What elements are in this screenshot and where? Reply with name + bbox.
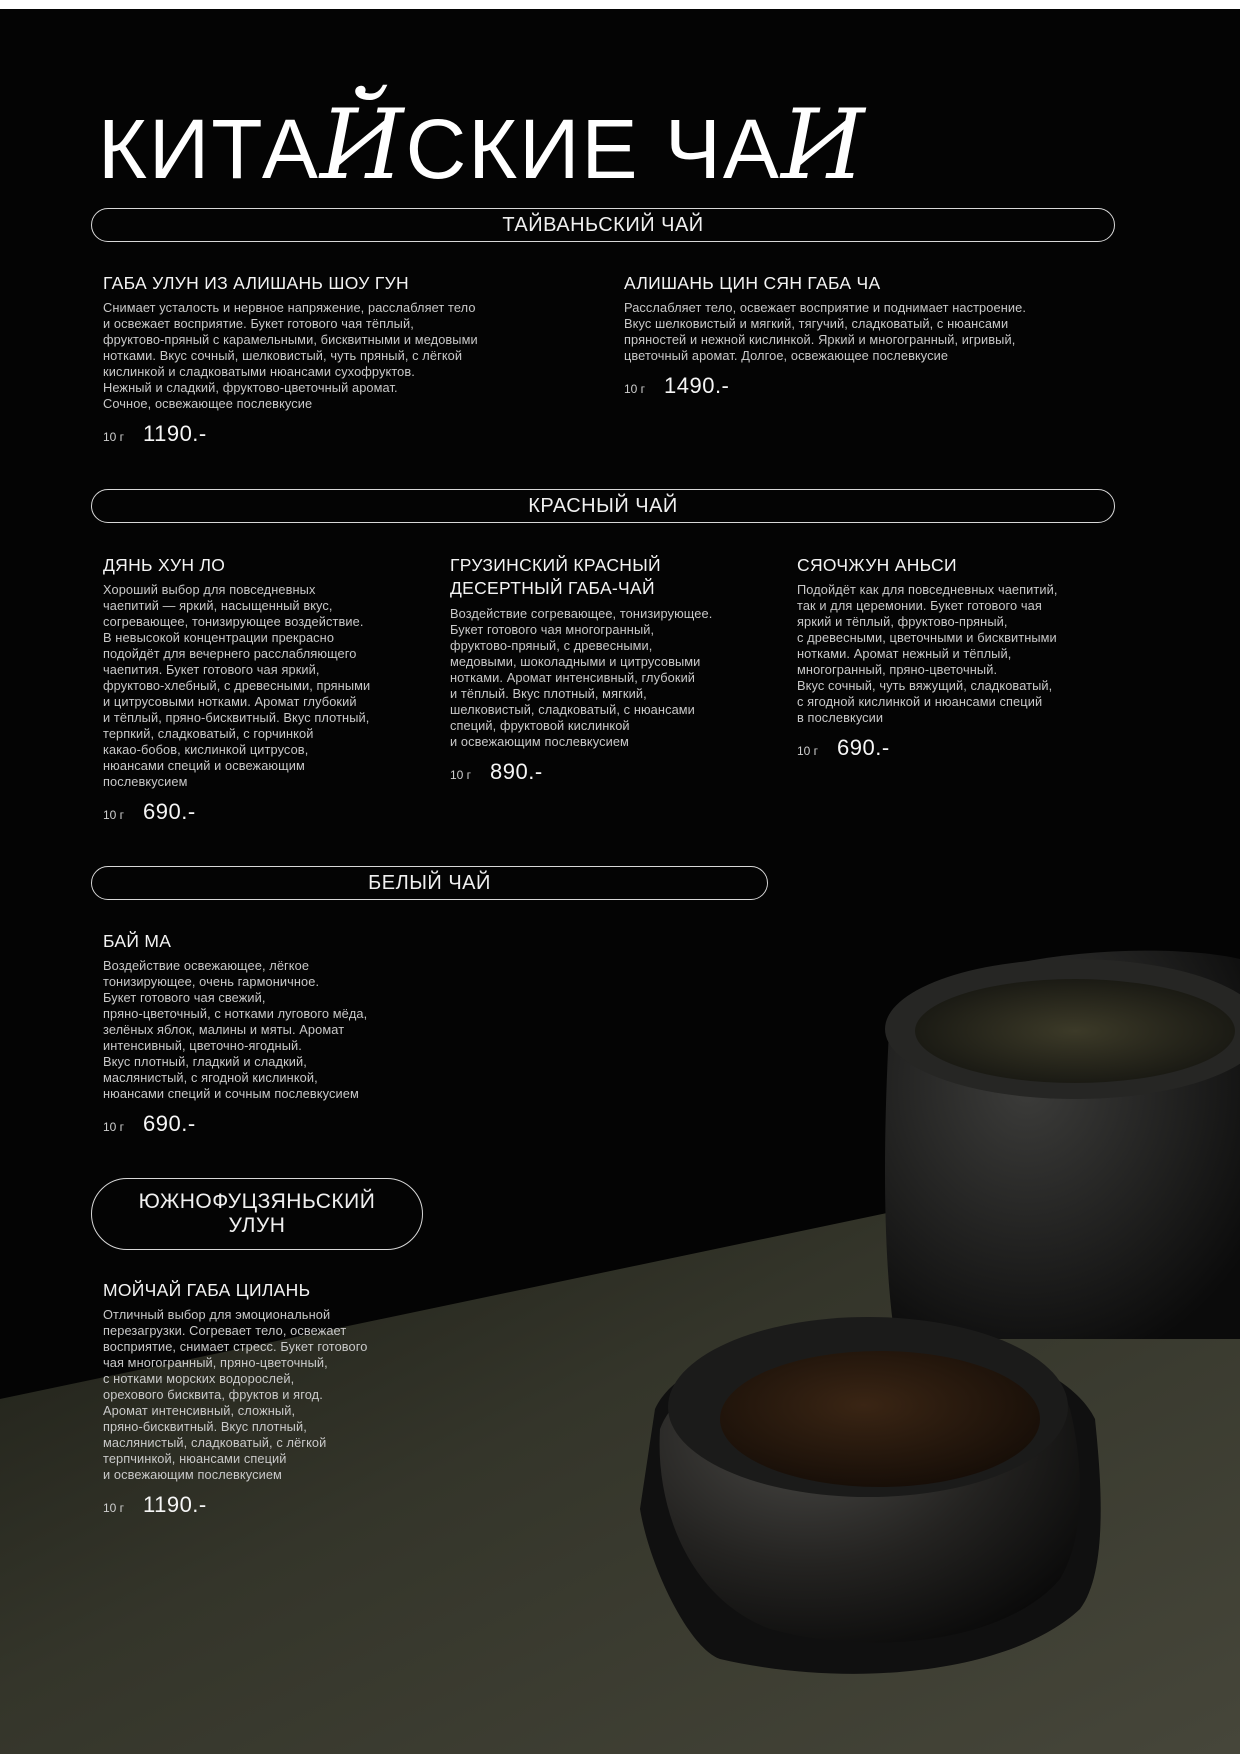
item-name: БАЙ МА: [103, 931, 172, 951]
item-price: 690.-: [143, 1111, 196, 1137]
section-header-oolong: ЮЖНОФУЦЗЯНЬСКИЙ УЛУН: [91, 1178, 423, 1250]
section-header-taiwan: ТАЙВАНЬСКИЙ ЧАЙ: [91, 208, 1115, 242]
item-weight: 10 г: [103, 430, 125, 445]
menu-page: [0, 9, 1240, 1754]
price-row: [103, 1111, 433, 1137]
price-row: [797, 735, 1117, 761]
item-description: Отличный выбор для эмоциональной перезагрузки. Согревает тело, освежает восприятие, снимает стресс. Букет готового чая многогранный, пряно-цветочный, с нотками морских водорослей, орехового бисквита, фруктов и ягод. Аромат интенсивный, сложный, пряно-бисквитный. Вкус плотный, маслянистый, сладковатый, с лёгкой терпчинкой, нюансами специй и освежающим послевкусием: [103, 1307, 368, 1483]
item-weight: 10 г: [103, 1501, 125, 1516]
item-price: 690.-: [837, 735, 890, 761]
price-row: [103, 799, 433, 825]
menu-item: [450, 554, 780, 785]
item-name: ГАБА УЛУН ИЗ АЛИШАНЬ ШОУ ГУН: [103, 273, 409, 293]
item-name: МОЙЧАЙ ГАБА ЦИЛАНЬ: [103, 1280, 311, 1300]
item-name: ГРУЗИНСКИЙ КРАСНЫЙ ДЕСЕРТНЫЙ ГАБА-ЧАЙ: [450, 555, 661, 599]
page-title-script-letter: И: [780, 89, 867, 201]
item-weight: 10 г: [624, 382, 646, 397]
menu-item: [624, 272, 1114, 399]
item-price: 1490.-: [664, 373, 730, 399]
item-description: Хороший выбор для повседневных чаепитий — яркий, насыщенный вкус, согревающее, тонизирующее воздействие. В невысокой концентрации прекрасно подойдёт для вечернего расслабляющего чаепития. Букет готового чая яркий, фруктово-хлебный, с древесными, пряными и цитрусовыми нотками. Аромат глубокий и тёплый, пряно-бисквитный. Вкус плотный, терпкий, сладковатый, с горчинкой какао-бобов, кислинкой цитрусов, нюансами специй и освежающим послевкусием: [103, 582, 371, 790]
item-price: 1190.-: [143, 1492, 207, 1518]
page-title-part: КИТА: [98, 102, 320, 196]
section-header-red: КРАСНЫЙ ЧАЙ: [91, 489, 1115, 523]
page-title: [98, 89, 867, 201]
item-description: Воздействие согревающее, тонизирующее. Букет готового чая многогранный, фруктово-пряный, с древесными, медовыми, шоколадными и цитрусовыми нотками. Аромат интенсивный, глубокий и тёплый. Вкус плотный, мягкий, шелковистый, сладковатый, с нюансами специй, фруктовой кислинкой и освежающим послевкусием: [450, 605, 713, 749]
item-name: СЯОЧЖУН АНЬСИ: [797, 555, 957, 575]
price-row: [624, 373, 1114, 399]
menu-item: [103, 1279, 433, 1518]
item-price: 690.-: [143, 799, 196, 825]
item-description: Расслабляет тело, освежает восприятие и поднимает настроение. Вкус шелковистый и мягкий, тягучий, сладковатый, с нюансами пряностей и нежной кислинкой. Яркий и многогранный, игривый, цветочный аромат. Долгое, освежающее послевкусие: [624, 300, 1026, 364]
item-weight: 10 г: [103, 1120, 125, 1135]
section-header-white: БЕЛЫЙ ЧАЙ: [91, 866, 768, 900]
price-row: [103, 1492, 433, 1518]
item-price: 890.-: [490, 758, 543, 784]
menu-item: [797, 554, 1117, 761]
item-weight: 10 г: [797, 744, 819, 759]
item-weight: 10 г: [103, 808, 125, 823]
item-description: Воздействие освежающее, лёгкое тонизирующее, очень гармоничное. Букет готового чая свежий, пряно-цветочный, с нотками лугового мёда, зелёных яблок, малины и мяты. Аромат интенсивный, цветочно-ягодный. Вкус плотный, гладкий и сладкий, маслянистый, с ягодной кислинкой, нюансами специй и сочным послевкусием: [103, 958, 368, 1102]
page-title-script-letter: Й: [319, 89, 406, 201]
price-row: [103, 421, 543, 447]
item-description: Подойдёт как для повседневных чаепитий, так и для церемонии. Букет готового чая яркий и тёплый, фруктово-пряный, с древесными, цветочными и бисквитными нотками. Аромат нежный и тёплый, многогранный, пряно-цветочный. Вкус сочный, чуть вяжущий, сладковатый, с ягодной кислинкой и нюансами специй в послевкусии: [797, 582, 1058, 726]
price-row: [450, 759, 780, 785]
page-title-part: СКИЕ ЧА: [405, 102, 781, 196]
item-price: 1190.-: [143, 421, 207, 447]
tea-bowl: [640, 1317, 1101, 1674]
menu-item: [103, 930, 433, 1137]
item-description: Снимает усталость и нервное напряжение, расслабляет тело и освежает восприятие. Букет готового чая тёплый, фруктово-пряный с карамельными, бисквитными и медовыми нотками. Вкус сочный, шелковистый, чуть пряный, с лёгкой кислинкой и сладковатыми нюансами сухофруктов. Нежный и сладкий, фруктово-цветочный аромат. Сочное, освежающее послевкусие: [103, 300, 478, 412]
tea-jar: [885, 951, 1240, 1339]
menu-item: [103, 272, 543, 447]
item-name: АЛИШАНЬ ЦИН СЯН ГАБА ЧА: [624, 273, 881, 293]
item-name: ДЯНЬ ХУН ЛО: [103, 555, 226, 575]
menu-item: [103, 554, 433, 825]
item-weight: 10 г: [450, 767, 472, 782]
